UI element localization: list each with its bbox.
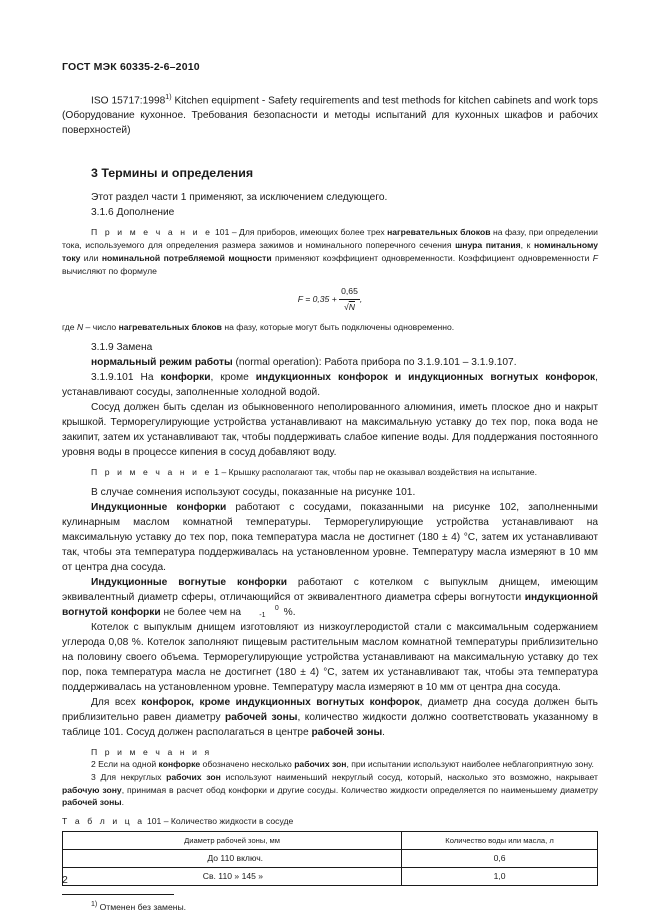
paragraph-all-zones: Для всех конфорок, кроме индукционных вогнутых конфорок, диаметр дна сосуда должен быть приблизительно равен диаметру рабочей зоны, количество жидкости должно соответствовать указанному в таблице 101. Сосуд должен располагаться в центре рабочей зоны. bbox=[62, 696, 598, 738]
clause-3-1-9-101: 3.1.9.101 На конфорки, кроме индукционных конфорок и индукционных вогнутых конфорок, устанавливают сосуды, заполненные холодной водой. bbox=[62, 371, 598, 398]
formula-fraction: $\frac{0,65}{√N}$ bbox=[341, 286, 358, 313]
page-number: 2 bbox=[62, 874, 68, 886]
table-cell: Св. 110 » 145 » bbox=[63, 867, 402, 885]
paragraph-vessel: Сосуд должен быть сделан из обыкновенного неполированного алюминия, иметь плоское дно и накрыт крышкой. Терморегулирующие устройства устанавливают на максимальную уставку до тех пор, пока вода не закипит, затем их устанавливают так, чтобы поддерживать слабое кипение воды. Для поддержания постоянного уровня воды в процессе кипения в сосуд добавляют воду. bbox=[62, 401, 598, 458]
iso-reference: ISO 15717:1998$^{1)}$ Kitchen equipment - Safety requirements and test methods for kitchen cabinets and work tops (Оборудование кухонное. Требования безопасности и методы испытаний для кухонных шкафов и рабочих поверхностей) bbox=[62, 94, 599, 137]
table-cell: До 110 включ. bbox=[63, 849, 402, 867]
table-header-row bbox=[63, 831, 598, 849]
table-cell: 1,0 bbox=[402, 867, 598, 885]
table-cell: 0,6 bbox=[402, 849, 598, 867]
tolerance: 0 -1 bbox=[259, 604, 279, 619]
paragraph-doubt: В случае сомнения используют сосуды, показанные на рисунке 101. bbox=[91, 486, 416, 498]
table-header-cell: Количество воды или масла, л bbox=[402, 831, 598, 849]
document-body bbox=[62, 90, 598, 915]
definition-normal-operation: нормальный режим работы (normal operation): Работа прибора по 3.1.9.101 – 3.1.9.107. bbox=[91, 356, 517, 368]
formula-where: где N – число нагревательных блоков на фазу, которые могут быть подключены одновременно. bbox=[62, 322, 455, 333]
notes-label: П р и м е ч а н и я bbox=[91, 746, 212, 757]
section-heading: 3 Термины и определения bbox=[91, 166, 254, 181]
table-row bbox=[63, 849, 598, 867]
formula: F = 0,35 + $\frac{0,65}{√N}$ , bbox=[62, 284, 598, 315]
footnote-divider bbox=[62, 894, 174, 895]
section-intro: Этот раздел части 1 применяют, за исключением следующего. bbox=[91, 192, 388, 204]
table-header-cell: Диаметр рабочей зоны, мм bbox=[63, 831, 402, 849]
subsection-3-1-9: 3.1.9 Замена bbox=[91, 341, 153, 353]
document-header: ГОСТ МЭК 60335-2-6–2010 bbox=[62, 61, 200, 73]
paragraph-concave: Индукционные вогнутые конфорки работают с котелком с выпуклым днищем, имеющим эквивалентный диаметр сферы, отличающийся от эквивалентного диаметра сферы вогнутости индукционной вогнутой конфорки не более чем на 0 -1 %. bbox=[62, 576, 598, 619]
note-3: 3 Для некруглых рабочих зон используют наименьший некруглый сосуд, который, насколько это возможно, накрывает рабочую зону, принимая в расчет обод конфорки и другие сосуды. Количество жидкости определяется по наименьшему диаметру рабочей зоны. bbox=[62, 772, 598, 808]
paragraph-pot: Котелок с выпуклым днищем изготовляют из низкоуглеродистой стали с максимальным содержанием углерода 0,08 %. Котелок заполняют пищевым растительным маслом комнатной температуры приблизительно на половину своего объема. Терморегулирующие устройства устанавливают на максимальную уставку до тех пор, пока температура масла не достигнет (180 ± 4) °С, затем их устанавливают так, чтобы эта температура поддерживалась на установленном уровне. Температуру масла измеряют в 10 мм от центра дна сосуда. bbox=[62, 621, 598, 693]
paragraph-induction: Индукционные конфорки работают с сосудами, показанными на рисунке 102, заполненными кулинарным маслом комнатной температуры. Терморегулирующие устройства устанавливают на максимальную уставку до тех пор, пока температура масла не достигнет (180 ± 4) °С, затем их устанавливают так, чтобы эта температура поддерживалась на установленном уровне. Температуру масла измеряют в 10 мм от центра дна сосуда. bbox=[62, 501, 598, 573]
note-2: 2 Если на одной конфорке обозначено несколько рабочих зон, при испытании используют наиболее неблагоприятную зону. bbox=[91, 759, 594, 770]
note-101: П р и м е ч а н и е 101 – Для приборов, имеющих более трех нагревательных блоков на фазу, при определении тока, используемого для определения размера зажимов и номинального поперечного сечения шнура питания, к номинальному току или номинальной потребляемой мощности применяют коэффициент одновременности. Коэффициент одновременности F вычисляют по формуле bbox=[62, 227, 598, 276]
table-caption: Т а б л и ц а 101 – Количество жидкости в сосуде bbox=[62, 816, 294, 827]
subsection-3-1-6: 3.1.6 Дополнение bbox=[91, 207, 175, 219]
table-row bbox=[63, 867, 598, 885]
note-1: П р и м е ч а н и е 1 – Крышку располагают так, чтобы пар не оказывал воздействия на испытание. bbox=[91, 466, 537, 477]
footnote: $^{1)}$ Отменен без замены. bbox=[91, 900, 187, 912]
footnote-marker: 1) bbox=[165, 94, 172, 101]
liquid-quantity-table bbox=[62, 831, 598, 886]
sqrt-sign: √ bbox=[344, 302, 349, 313]
